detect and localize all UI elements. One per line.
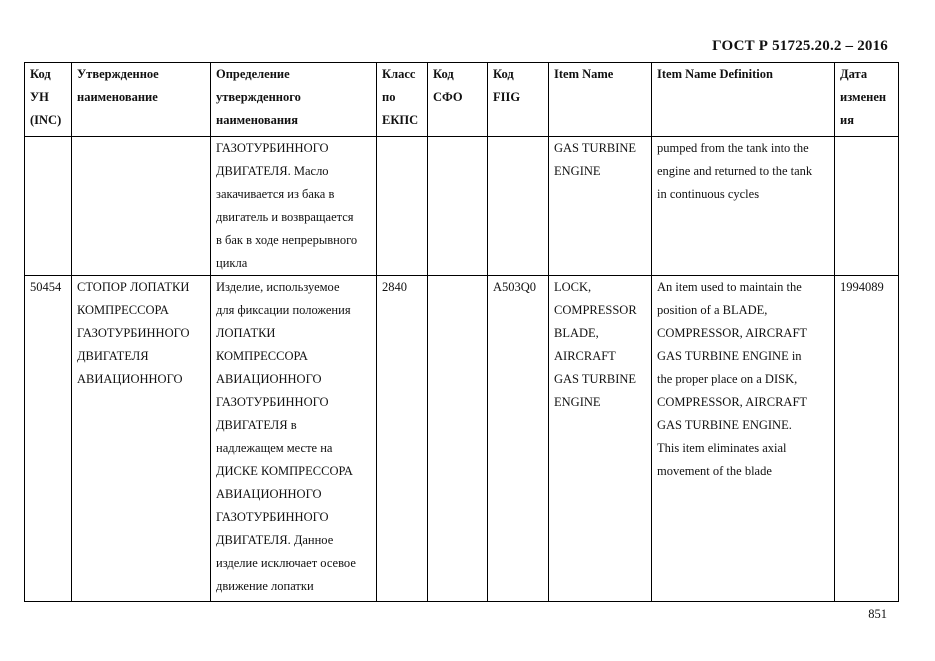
- cell-change-date: [835, 137, 899, 276]
- cell-approved-name: [72, 137, 211, 276]
- cell-item-name: LOCK, COMPRESSOR BLADE, AIRCRAFT GAS TURBINE ENGINE: [549, 276, 652, 602]
- cell-name-definition: ГАЗОТУРБИННОГО ДВИГАТЕЛЯ. Масло закачивается из бака в двигатель и возвращается в бак в ходе непрерывного цикла: [211, 137, 377, 276]
- table-row: [25, 137, 899, 276]
- cell-inc-code: 50454: [25, 276, 72, 602]
- header-item-name-definition: Item Name Definition: [652, 63, 835, 137]
- table-row: [25, 276, 899, 602]
- cell-item-name-definition: An item used to maintain the position of a BLADE, COMPRESSOR, AIRCRAFT GAS TURBINE ENGINE in the proper place on a DISK, COMPRESSOR, AIRCRAFT GAS TURBINE ENGINE. This item eliminates axial movement of the blade: [652, 276, 835, 602]
- table-header-row: [25, 63, 899, 137]
- cell-inc-code: [25, 137, 72, 276]
- header-name-definition: Определение утвержденного наименования: [211, 63, 377, 137]
- cell-fiig-code: A503Q0: [488, 276, 549, 602]
- cell-fiig-code: [488, 137, 549, 276]
- cell-ekps-class: 2840: [377, 276, 428, 602]
- header-ekps-class: Класс по ЕКПС: [377, 63, 428, 137]
- header-approved-name: Утвержденное наименование: [72, 63, 211, 137]
- cell-approved-name: СТОПОР ЛОПАТКИ КОМПРЕССОРА ГАЗОТУРБИННОГО ДВИГАТЕЛЯ АВИАЦИОННОГО: [72, 276, 211, 602]
- header-fiig-code: Код FIIG: [488, 63, 549, 137]
- header-change-date: Дата изменен ия: [835, 63, 899, 137]
- cell-name-definition: Изделие, используемое для фиксации положения ЛОПАТКИ КОМПРЕССОРА АВИАЦИОННОГО ГАЗОТУРБИННОГО ДВИГАТЕЛЯ в надлежащем месте на ДИСКЕ КОМПРЕССОРА АВИАЦИОННОГО ГАЗОТУРБИННОГО ДВИГАТЕЛЯ. Данное изделие исключает осевое движение лопатки: [211, 276, 377, 602]
- cell-sfo-code: [428, 276, 488, 602]
- page-number: 851: [868, 607, 887, 621]
- header-item-name: Item Name: [549, 63, 652, 137]
- cell-ekps-class: [377, 137, 428, 276]
- document-standard-title: ГОСТ Р 51725.20.2 – 2016: [712, 38, 888, 54]
- cell-sfo-code: [428, 137, 488, 276]
- item-name-table: [24, 62, 899, 602]
- cell-item-name: GAS TURBINE ENGINE: [549, 137, 652, 276]
- cell-item-name-definition: pumped from the tank into the engine and returned to the tank in continuous cycles: [652, 137, 835, 276]
- header-sfo-code: Код СФО: [428, 63, 488, 137]
- cell-change-date: 1994089: [835, 276, 899, 602]
- header-inc-code: Код УН (INC): [25, 63, 72, 137]
